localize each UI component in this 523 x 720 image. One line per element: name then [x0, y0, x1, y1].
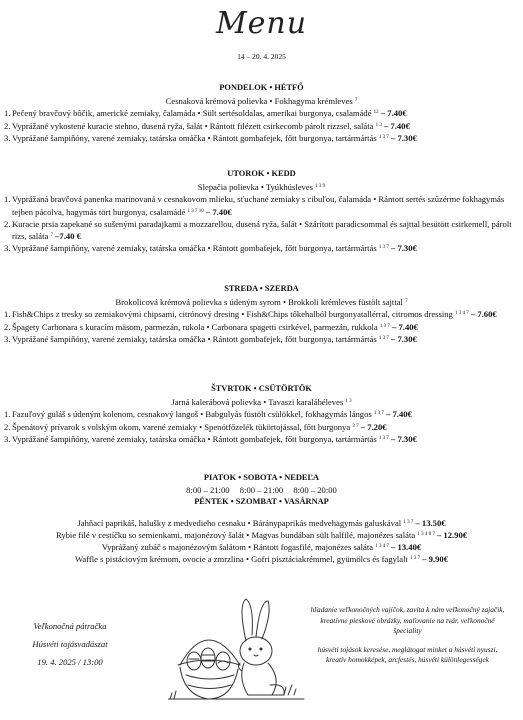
menu-item: 2. Špenátový prívarok s volským okom, varené zemiaky • Spenótfőzelék tükörtojással, főtt burgonya $^{3 7}$ – 7.20€ [4, 421, 387, 432]
weekend-section [0, 472, 523, 565]
easter-event-description: hľadanie veľkonočných vajíčok, zavíta k nám veľkonočný zajačik, kreatívne pieskové obrázky, maľovanie na tvár, veľkonočné špeciality húsvéti tojások keresése, meglátogat minket a húsvéti nyuszi, kreatív homokképek, arcfestés, húsvéti különlegességek [310, 605, 505, 665]
menu-item: 2. Vyprážané vykostené kuracie stehno, dusená ryža, šalát • Rántott filézett csirkecomb párolt rizzsel, saláta $^{1 3}$ – 7.40€ [4, 120, 410, 131]
day-section-monday [4, 82, 519, 144]
menu-item: 1. Pečený bravčový bôčik, americké zemiaky, čalamáda • Sült sertésoldalas, amerikai burgonya, csalamádé $^{12}$ – 7.40€ [4, 108, 407, 119]
weekend-item: Jahňací paprikáš, halušky z medvedieho cesnaku • Báránypaprikás medvehagymás galuskával $^{1 3 7}$ – 13.50€ [77, 517, 446, 528]
menu-item: 2. Špagety Carbonara s kuracím mäsom, parmezán, rukola • Carbonara spagetti csirkével, parmezán, rukkola $^{1 3 7}$ – 7.40€ [4, 321, 418, 332]
menu-dates: 14 – 20. 4. 2025 [237, 52, 286, 61]
menu-item: 2. Kuracie prsia zapekané so sušenými paradajkami a mozzarellou, dusená ryža, šalát • Szárított paradicsommal és sajttal besütött csirkemell, párolt rizs, saláta $^7$ –7.40 € [4, 218, 512, 242]
menu-title: Menu [215, 6, 308, 41]
menu-item: 1. Vyprážaná bravčová panenka marinovaná v cesnakovom mlieku, sťuchané zemiaky s cibuľou, čalamáda • Rántott sertés szűzérme fokhagymás tejben pácolva, hagymás tört burgonya, csalamádé $^{1 3 7 10}$ – 7.40€ [4, 194, 505, 217]
item-price: – 7.30€ [391, 243, 417, 254]
item-price: – 7.20€ [360, 421, 387, 432]
item-price: – 7.30€ [391, 132, 417, 143]
day-title: PONDELOK • HÉTFŐ [219, 83, 304, 92]
item-price: – 7.40€ [380, 108, 407, 119]
day-title: ŠTVRTOK • CSÜTÖRTÖK [211, 384, 312, 393]
day-section-thursday [4, 383, 519, 445]
day-title: UTOROK • KEDD [227, 169, 296, 178]
item-price: – 7.40€ [205, 206, 232, 217]
menu-item: 3. Vyprážané šampiňóny, varené zemiaky, tatárska omáčka • Rántott gombafejek, főtt burgonya, tartármártás $^{1 3 7}$ – 7.30€ [4, 333, 417, 344]
weekend-item: Vyprážaný zubáč s majonézovým šalátom • Rántott fogasfilé, majonézes saláta $^{1 3 4 7}$ – 13.40€ [101, 542, 422, 553]
day-soup: Brokolicová krémová polievka s údeným syrom • Brokkoli krémleves füstölt sajttal $^7$ [115, 297, 408, 308]
item-price: –7.40 € [55, 231, 81, 242]
item-price: – 9.90€ [422, 554, 448, 565]
item-price: – 13.50€ [415, 517, 446, 528]
day-title: STREDA • SZERDA [224, 284, 299, 293]
item-price: – 13.40€ [391, 542, 422, 553]
easter-event-title: Veľkonočná pátračka Húsvéti tojásvadászat 19. 4. 2025 / 13:00 [32, 621, 108, 667]
weekend-title-hu: PÉNTEK • SZOMBAT • VASÁRNAP [194, 497, 329, 507]
day-section-wednesday [4, 283, 519, 345]
easter-bunny-illustration [168, 595, 308, 705]
item-price: – 7.40€ [392, 321, 418, 332]
menu-item: 3. Vyprážané šampiňóny, varené zemiaky, tatárska omáčka • Rántott gombafejek, főtt burgonya, tartármártás $^{1 3 7}$ – 7.30€ [4, 243, 417, 254]
day-soup: Jarná kalerábová polievka • Tavaszi karalábéleves $^{1 3}$ [171, 397, 352, 408]
item-price: – 7.30€ [391, 333, 417, 344]
weekend-title: PIATOK • SOBOTA • NEDEĽA [203, 473, 320, 482]
item-price: – 7.40€ [386, 409, 412, 420]
menu-item: 1. Fazuľový guláš s údeným kolenom, cesnakový langoš • Babgulyás füstölt csülökkel, fokhagymás lángos $^{1 3 7}$ – 7.40€ [4, 409, 412, 420]
day-soup: Slepačia polievka • Tyúkhúsleves $^{1 3 9}$ [197, 182, 326, 193]
menu-item: 3. Vyprážané šampiňóny, varené zemiaky, tatárska omáčka • Rántott gombafejek, főtt burgonya, tartármártás $^{1 3 7}$ – 7.30€ [4, 132, 417, 143]
item-price: – 12.90€ [436, 529, 468, 540]
weekend-item: Waffle s pistáciovým krémom, ovocie a zmrzlina • Gofri pisztáciakrémmel, gyümölcs és fagylalt $^{1 3 7}$ – 9.90€ [74, 554, 448, 565]
day-section-tuesday [4, 168, 519, 254]
weekend-hours: 8:00 – 21:00 8:00 – 21:00 8:00 – 20:00 [186, 485, 337, 496]
day-soup: Cesnaková krémová polievka • Fokhagyma krémleves $^7$ [165, 96, 358, 107]
menu-item: 1. Fish&Chips z tresky so zemiakovými chipsami, citrónový dresing • Fish&Chips tőkehalból burgonyatallérral, citromos dressing $^{1 3 4 7}$ – 7.60€ [4, 309, 497, 320]
item-price: – 7.60€ [470, 309, 497, 320]
menu-item: 3. Vyprážané šampiňóny, varené zemiaky, tatárska omáčka • Rántott gombafejek, főtt burgonya, tartármártás $^{1 3 7}$ – 7.30€ [4, 433, 417, 444]
item-price: – 7.40€ [383, 120, 410, 131]
weekend-item: Rybie filé v cestíčku so semienkami, majonézový šalát • Magvas bundában sült halfilé, majonézes saláta $^{1 3 4 8 7}$ – 12.90€ [55, 529, 468, 540]
item-price: – 7.30€ [391, 433, 417, 444]
